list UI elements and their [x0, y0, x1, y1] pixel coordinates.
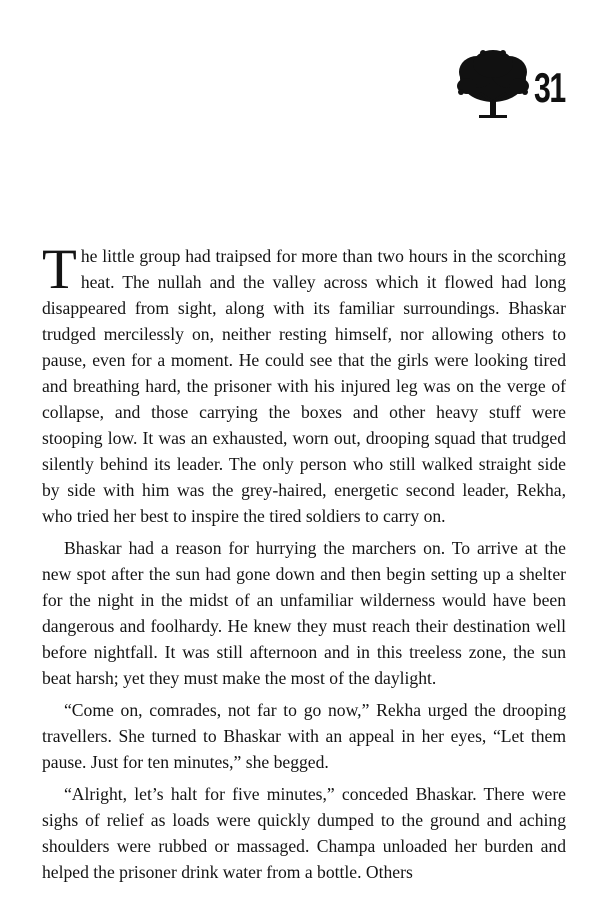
paragraph-text: he little group had traipsed for more than two hours in the scorching heat. The nullah and the valley across which it flowed had long disappeared from sight, along with its familiar surroundings. Bhaskar trudged mercilessly on, neither resting himself, nor allowing others to pause, even for a moment. He could see that the girls were looking tired and breathing hard, the prisoner with his injured leg was on the verge of collapse, and those carrying the boxes and other heavy stuff were stooping low. It was an exhausted, worn out, drooping squad that trudged silently behind its leader. The only person who still walked straight side by side with him was the grey-haired, energetic second leader, Rekha, who tried her best to inspire the tired soldiers to carry on. — [42, 246, 566, 526]
chapter-header — [455, 48, 575, 128]
chapter-body — [42, 238, 566, 885]
drop-cap: T — [42, 238, 77, 301]
paragraph: “Alright, let’s halt for five minutes,” conceded Bhaskar. There were sighs of relief as loads were quickly dumped to the ground and aching shoulders were rubbed or massaged. Champa unloaded her burden and helped the prisoner drink water from a bottle. Others — [42, 784, 566, 882]
paragraph: Bhaskar had a reason for hurrying the marchers on. To arrive at the new spot after the sun had gone down and then begin setting up a shelter for the night in the midst of an unfamiliar wilderness would have been dangerous and foolhardy. He knew they must reach their destination well before nightfall. It was still afternoon and in this treeless zone, the sun beat harsh; yet they must make the most of the daylight. — [42, 538, 566, 688]
tree-icon — [455, 48, 531, 122]
paragraph: “Come on, comrades, not far to go now,” Rekha urged the drooping travellers. She turned to Bhaskar with an appeal in her eyes, “Let them pause. Just for ten minutes,” she begged. — [42, 700, 566, 772]
chapter-number: 31 — [534, 64, 565, 111]
paragraph — [42, 238, 566, 529]
